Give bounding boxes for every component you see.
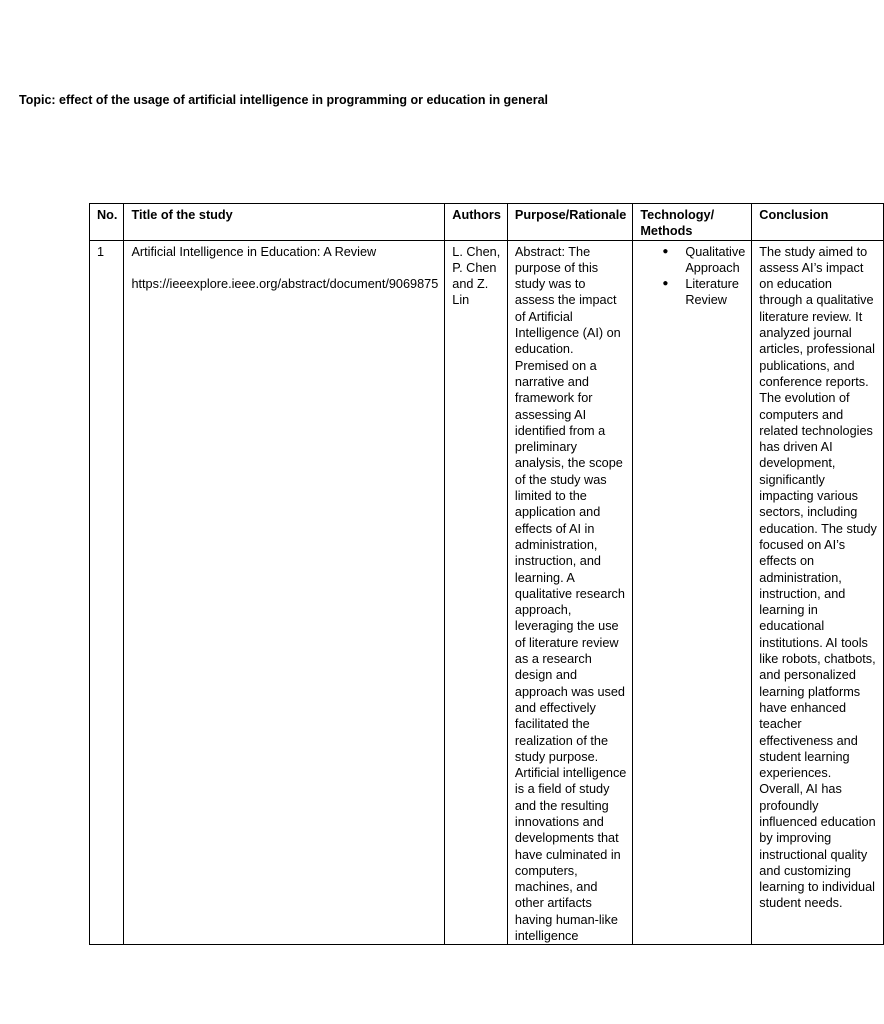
header-no: No. [90,204,124,241]
document-topic: Topic: effect of the usage of artificial intelligence in programming or education in general [19,93,549,107]
header-purpose: Purpose/Rationale [507,204,632,241]
list-item [662,244,746,277]
method-label: Literature Review [685,277,739,308]
cell-purpose: Abstract: The purpose of this study was to assess the impact of Artificial Intelligence (AI) on education. Premised on a narrative and framework for assessing AI identified from a preliminary analysis, the scope of the study was limited to the application and effects of AI in administration, instruction, and learning. A qualitative research approach, leveraging the use of literature review as a research design and approach was used and effectively facilitated the realization of the study purpose. Artificial intelligence is a field of study and the resulting innovations and developments that have culminated in computers, machines, and other artifacts having human-like intelligence [507,240,632,945]
header-authors: Authors [445,204,508,241]
bullet-icon: ● [662,245,669,257]
list-item [662,276,745,309]
table-header-row [90,204,884,241]
header-title: Title of the study [124,204,445,241]
cell-title [124,240,445,945]
study-url: https://ieeexplore.ieee.org/abstract/document/9069875 [131,276,439,291]
cell-authors: L. Chen, P. Chen and Z. Lin [445,240,508,945]
cell-methods [633,240,752,945]
table-row [90,240,884,945]
methods-list [640,244,745,309]
cell-conclusion [752,240,884,945]
header-conclusion: Conclusion [752,204,884,241]
bullet-icon: ● [662,278,669,290]
study-title: Artificial Intelligence in Education: A Review [131,244,377,259]
cell-no: 1 [90,240,124,945]
conclusion-text: The study aimed to assess AI’s impact on education through a qualitative literature review. It analyzed journal articles, professional publications, and conference reports. The evolution of computers and related technologies has driven AI development, significantly impacting various sectors, including education. The study focused on AI’s effects on administration, instruction, and learning in educational institutions. AI tools like robots, chatbots, and personalized learning platforms have enhanced teacher effectiveness and student learning experiences. Overall, AI has profoundly influenced education by improving instructional quality and customizing learning to individual student needs. [759,244,877,911]
literature-review-table [89,203,884,945]
method-label: Qualitative Approach [685,244,746,275]
header-technology: Technology/ Methods [633,204,752,241]
